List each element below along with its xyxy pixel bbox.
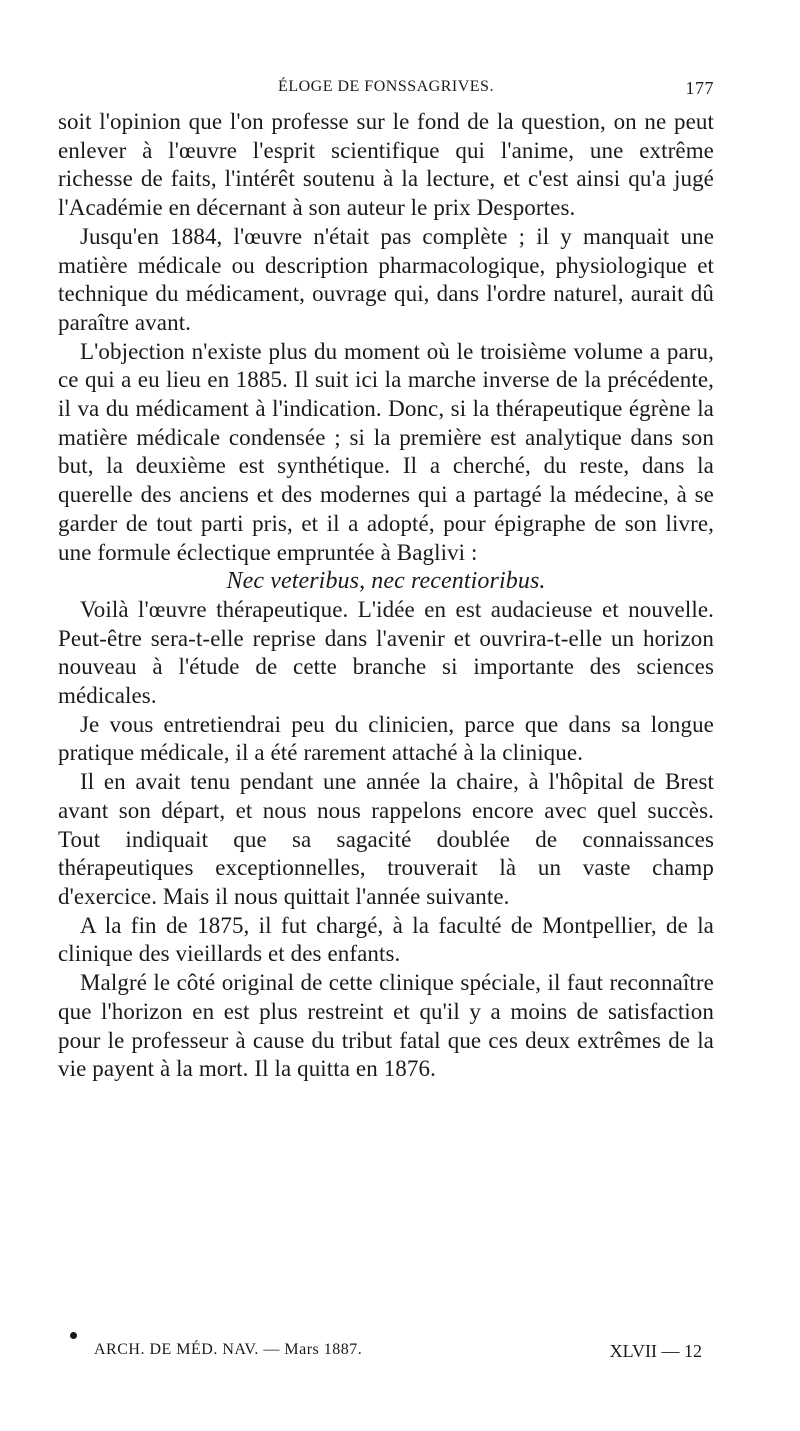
page-number: 177 (685, 78, 714, 98)
running-head (58, 78, 714, 106)
paragraph: Il en avait tenu pendant une année la chaire, à l'hôpital de Brest avant son départ, et nous nous rappelons encore avec quel succès. Tout indiquait que sa sagacité doublée de connaissances thérapeutiques exceptionnelles, trouverait là un vaste champ d'exercice. Mais il nous quittait l'année suivante. (58, 769, 714, 909)
document-page (58, 78, 714, 1084)
paragraph: Je vous entretiendrai peu du clinicien, parce que dans sa longue pratique médicale, il a été rarement attaché à la clinique. (58, 711, 714, 766)
paragraph: soit l'opinion que l'on professe sur le fond de la question, on ne peut enlever à l'œuvre l'esprit scientifique qui l'anime, une extrême richesse de faits, l'intérêt soutenu à la lecture, et c'est ainsi qu'a jugé l'Académie en décernant à son auteur le prix Desportes. (58, 109, 714, 221)
page-footer (94, 1341, 800, 1371)
journal-reference: ARCH. DE MÉD. NAV. — Mars 1887. (94, 1341, 363, 1358)
paragraph: L'objection n'existe plus du moment où le troisième volume a paru, ce qui a eu lieu en 1885. Il suit ici la marche inverse de la précédente, il va du médicament à l'indication. Donc, si la thérapeutique égrène la matière médicale condensée ; si la première est analytique dans son but, la deuxième est synthétique. Il a cherché, du reste, dans la querelle des anciens et des modernes qui a partagé la médecine, à se garder de tout parti pris, et il a adopté, pour épigraphe de son livre, une formule éclectique empruntée à Baglivi : (58, 338, 714, 565)
paragraph: Jusqu'en 1884, l'œuvre n'était pas complète ; il y manquait une matière médicale ou description pharmacologique, physiologique et technique du médicament, ouvrage qui, dans l'ordre naturel, aurait dû paraître avant. (58, 223, 714, 335)
running-title: ÉLOGE DE FONSSAGRIVES. (278, 78, 494, 95)
sheet-signature: XLVII — 12 (609, 1341, 702, 1361)
paragraph: Voilà l'œuvre thérapeutique. L'idée en est audacieuse et nouvelle. Peut-être sera-t-elle reprise dans l'avenir et ouvrira-t-elle un horizon nouveau à l'étude de cette branche si importante des sciences médicales. (58, 596, 714, 709)
paragraph: A la fin de 1875, il fut chargé, à la faculté de Montpellier, de la clinique des vieillards et des enfants. (58, 912, 714, 967)
bullet-mark (70, 1332, 77, 1339)
paragraph: Malgré le côté original de cette clinique spéciale, il faut reconnaître que l'horizon en est plus restreint et qu'il y a moins de satisfaction pour le professeur à cause du tribut fatal que ces deux extrêmes de la vie payent à la mort. Il la quitta en 1876. (58, 970, 714, 1082)
body-text (58, 108, 714, 1084)
epigraph: Nec veteribus, nec recentioribus. (226, 568, 546, 595)
